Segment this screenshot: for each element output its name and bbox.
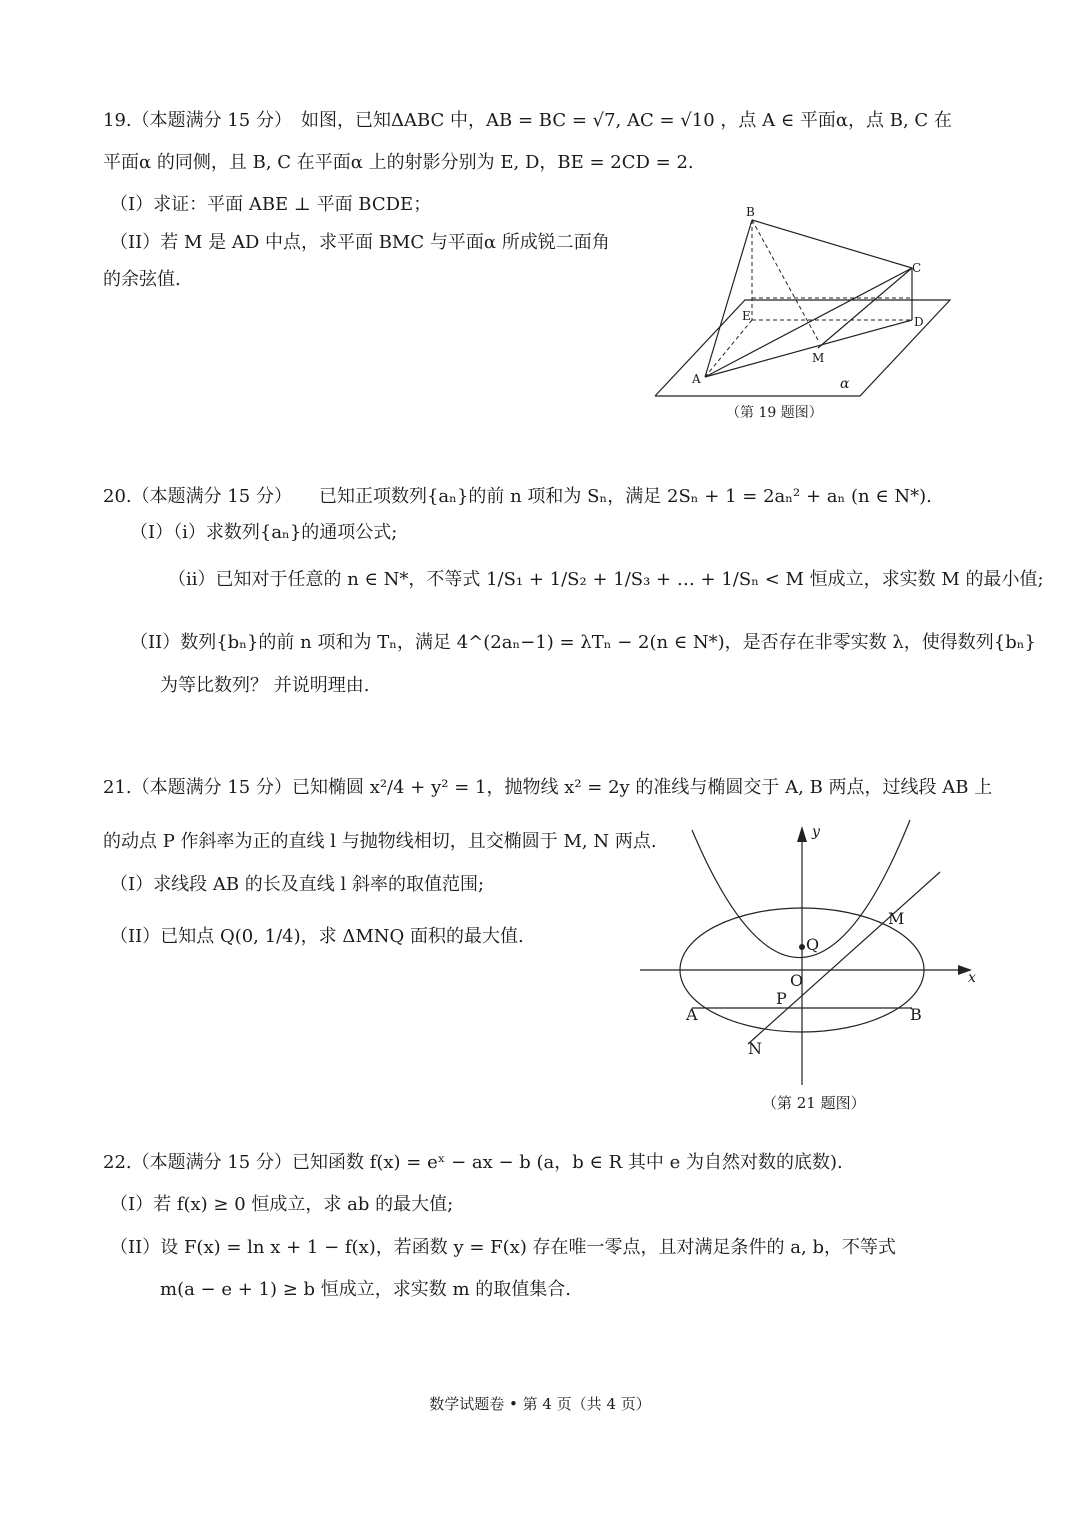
label-M21: M (888, 909, 905, 928)
q19-part2a: （II）若 M 是 AD 中点，求平面 BMC 与平面α 所成锐二面角 (110, 232, 610, 253)
q22-part2a: （II）设 F(x) = ln x + 1 − f(x)，若函数 y = F(x) 存在唯一零点，且对满足条件的 a, b，不等式 (110, 1237, 896, 1258)
label-Q: Q (806, 935, 820, 954)
label-O: O (790, 971, 804, 990)
q22-line1: 22.（本题满分 15 分）已知函数 f(x) = eˣ − ax − b (a，b ∈ R 其中 e 为自然对数的底数). (103, 1152, 843, 1173)
label-M: M (812, 351, 825, 365)
label-A: A (692, 372, 701, 386)
label-B21: B (910, 1005, 922, 1024)
page-footer: 数学试题卷 • 第 4 页（共 4 页） (429, 1395, 651, 1413)
q19-part2b: 的余弦值. (103, 269, 181, 290)
q19-part1: （I）求证：平面 ABE ⊥ 平面 BCDE； (110, 194, 432, 215)
label-C: C (912, 261, 922, 275)
q21-line2: 的动点 P 作斜率为正的直线 l 与抛物线相切，且交椭圆于 M, N 两点. (103, 831, 657, 852)
q19-figure (640, 200, 970, 400)
label-x: x (968, 970, 976, 986)
q22-part2b: m(a − e + 1) ≥ b 恒成立，求实数 m 的取值集合. (160, 1279, 572, 1300)
q19-caption: （第 19 题图） (726, 405, 823, 421)
q20-line1: 20.（本题满分 15 分） 已知正项数列{aₙ}的前 n 项和为 Sₙ，满足 2Sₙ + 1 = 2aₙ² + aₙ (n ∈ N*). (103, 486, 932, 507)
q19-line1: 19.（本题满分 15 分） 如图，已知ΔABC 中，AB = BC = √7, AC = √10 ，点 A ∈ 平面α，点 B, C 在 (103, 110, 952, 131)
label-N: N (748, 1039, 762, 1058)
q21-figure (640, 820, 980, 1090)
q19-line2: 平面α 的同侧，且 B, C 在平面α 上的射影分别为 E, D，BE = 2CD = 2. (103, 152, 694, 173)
q20-part2b: 为等比数列？ 并说明理由. (160, 675, 370, 696)
label-B: B (746, 205, 755, 219)
q20-part1i: （I）（i）求数列{aₙ}的通项公式; (130, 522, 398, 543)
label-D: D (914, 315, 924, 329)
q21-part1: （I）求线段 AB 的长及直线 l 斜率的取值范围; (110, 874, 485, 895)
q21-line1: 21.（本题满分 15 分）已知椭圆 x²/4 + y² = 1，抛物线 x² = 2y 的准线与椭圆交于 A, B 两点，过线段 AB 上 (103, 777, 993, 798)
q21-caption: （第 21 题图） (762, 1094, 866, 1112)
q21-part2: （II）已知点 Q(0, 1/4)，求 ΔMNQ 面积的最大值. (110, 926, 524, 947)
q20-part2a: （II）数列{bₙ}的前 n 项和为 Tₙ，满足 4^(2aₙ−1) = λTₙ − 2(n ∈ N*)，是否存在非零实数 λ，使得数列{bₙ} (130, 632, 1036, 653)
q22-part1: （I）若 f(x) ≥ 0 恒成立，求 ab 的最大值; (110, 1194, 454, 1215)
label-alpha: α (840, 376, 850, 392)
label-P: P (776, 989, 787, 1008)
label-E: E (742, 309, 751, 323)
label-A21: A (686, 1005, 698, 1024)
label-y: y (812, 824, 820, 840)
q20-part1ii: （ii）已知对于任意的 n ∈ N*，不等式 1/S₁ + 1/S₂ + 1/S₃ + … + 1/Sₙ < M 恒成立，求实数 M 的最小值; (168, 569, 1044, 590)
